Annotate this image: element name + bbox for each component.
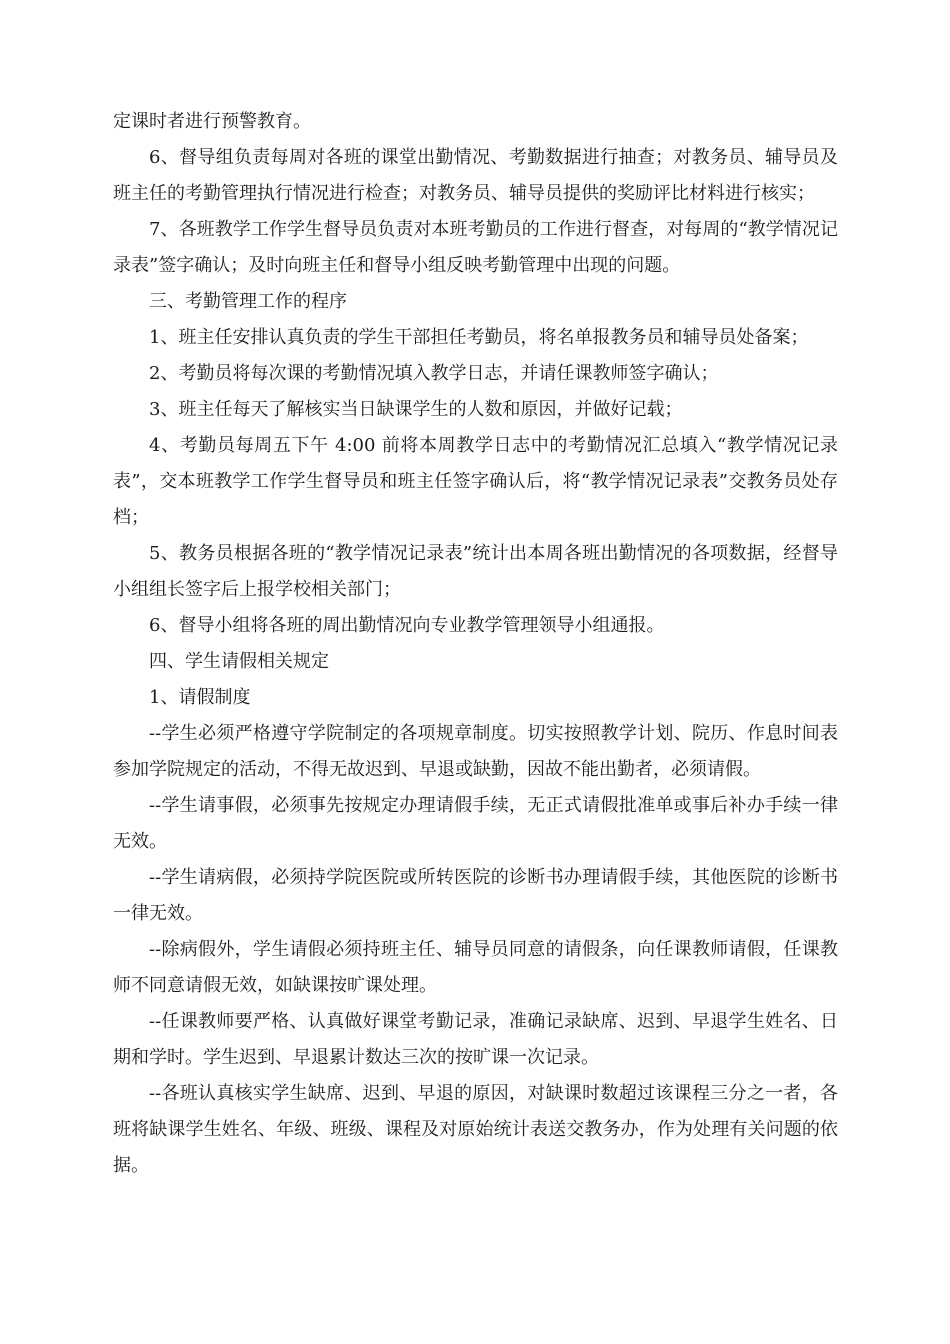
paragraph: --各班认真核实学生缺席、迟到、早退的原因，对缺课时数超过该课程三分之一者，各班将缺课学生姓名、年级、班级、课程及对原始统计表送交教务办，作为处理有关问题的依据。	[113, 1083, 838, 1176]
paragraph: 4、考勤员每周五下午 4:00 前将本周教学日志中的考勤情况汇总填入“教学情况记录表”，交本班教学工作学生督导员和班主任签字确认后，将“教学情况记录表”交教务员处存档；	[113, 435, 838, 528]
paragraph: --除病假外，学生请假必须持班主任、辅导员同意的请假条，向任课教师请假，任课教师不同意请假无效，如缺课按旷课处理。	[113, 939, 838, 996]
paragraph: 3、班主任每天了解核实当日缺课学生的人数和原因，并做好记载；	[149, 399, 683, 420]
section-heading: 四、学生请假相关规定	[149, 651, 329, 672]
paragraph: 1、班主任安排认真负责的学生干部担任考勤员，将名单报教务员和辅导员处备案；	[149, 327, 809, 348]
document-page	[113, 104, 838, 1184]
paragraph: 7、各班教学工作学生督导员负责对本班考勤员的工作进行督查，对每周的“教学情况记录表”签字确认；及时向班主任和督导小组反映考勤管理中出现的问题。	[113, 219, 838, 276]
subsection-heading: 1、请假制度	[149, 687, 251, 708]
paragraph: 6、督导组负责每周对各班的课堂出勤情况、考勤数据进行抽查；对教务员、辅导员及班主任的考勤管理执行情况进行检查；对教务员、辅导员提供的奖励评比材料进行核实；	[113, 147, 838, 204]
paragraph: 6、督导小组将各班的周出勤情况向专业教学管理领导小组通报。	[149, 615, 665, 636]
section-heading: 三、考勤管理工作的程序	[149, 291, 347, 312]
paragraph: --学生请病假，必须持学院医院或所转医院的诊断书办理请假手续，其他医院的诊断书一律无效。	[113, 867, 838, 924]
paragraph: 5、教务员根据各班的“教学情况记录表”统计出本周各班出勤情况的各项数据，经督导小组组长签字后上报学校相关部门；	[113, 543, 838, 600]
paragraph: 2、考勤员将每次课的考勤情况填入教学日志，并请任课教师签字确认；	[149, 363, 719, 384]
paragraph: --学生必须严格遵守学院制定的各项规章制度。切实按照教学计划、院历、作息时间表参加学院规定的活动，不得无故迟到、早退或缺勤，因故不能出勤者，必须请假。	[113, 723, 838, 780]
paragraph: --学生请事假，必须事先按规定办理请假手续，无正式请假批准单或事后补办手续一律无效。	[113, 795, 838, 852]
paragraph: --任课教师要严格、认真做好课堂考勤记录，准确记录缺席、迟到、早退学生姓名、日期和学时。学生迟到、早退累计数达三次的按旷课一次记录。	[113, 1011, 838, 1068]
paragraph: 定课时者进行预警教育。	[113, 111, 311, 132]
